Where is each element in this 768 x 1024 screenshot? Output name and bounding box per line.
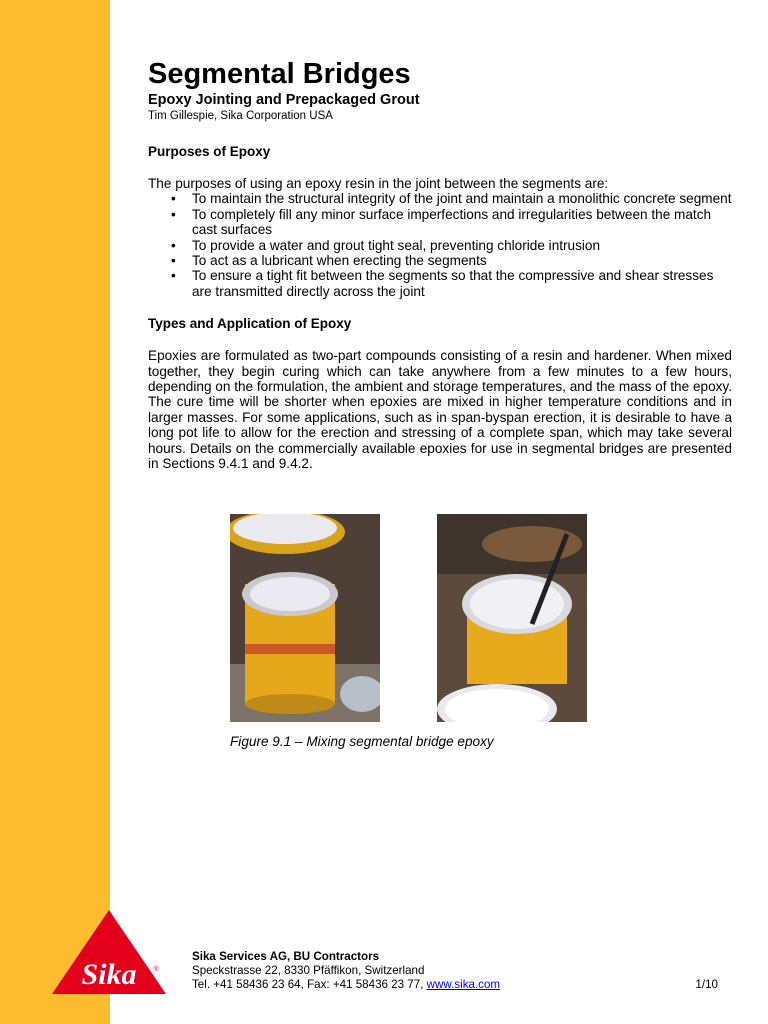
list-item: • To act as a lubricant when erecting the segments bbox=[171, 253, 487, 269]
sika-logo bbox=[52, 910, 166, 994]
figure-photos bbox=[230, 514, 590, 724]
footer-phone-fax: Tel. +41 58436 23 64, Fax: +41 58436 23 77, bbox=[192, 978, 427, 991]
purposes-list bbox=[148, 191, 732, 299]
list-item: • To provide a water and grout tight seal, preventing chloride intrusion bbox=[171, 237, 601, 253]
registered-mark: ® bbox=[153, 966, 159, 973]
document-body bbox=[148, 58, 732, 472]
footer-contact bbox=[192, 978, 718, 992]
purposes-intro: The purposes of using an epoxy resin in the joint between the segments are: bbox=[148, 176, 609, 191]
epoxy-bucket-photo-1 bbox=[230, 514, 380, 722]
list-item: • To completely fill any minor surface imperfections and irregularities between the match cast surfaces bbox=[171, 206, 712, 238]
epoxy-bucket-photo-2 bbox=[437, 514, 587, 722]
document-subtitle: Epoxy Jointing and Prepackaged Grout bbox=[148, 92, 420, 108]
document-author: Tim Gillespie, Sika Corporation USA bbox=[148, 110, 333, 122]
types-paragraph: Epoxies are formulated as two-part compounds consisting of a resin and hardener. When mixed together, they begin curing which can take anywhere from a few minutes to a few hours, depending on the formulation, the ambient and storage temperatures, and the mass of the epoxy. The cure time will be shorter when epoxies are mixed in higher temperature conditions and in larger masses. For some applications, such as in span-byspan erection, it is desirable to have a long pot life to allow for the erection and stressing of a complete span, which may take several hours. Details on the commercially available epoxies for use in segmental bridges are presented in Sections 9.4.1 and 9.4.2. bbox=[148, 348, 732, 472]
figure-caption: Figure 9.1 – Mixing segmental bridge epoxy bbox=[230, 734, 494, 749]
section-heading-types: Types and Application of Epoxy bbox=[148, 316, 352, 332]
footer-company: Sika Services AG, BU Contractors bbox=[192, 950, 380, 963]
page-number: 1/10 bbox=[695, 978, 718, 991]
list-item: • To maintain the structural integrity of the joint and maintain a monolithic concrete segment bbox=[171, 191, 732, 207]
list-item: • To ensure a tight fit between the segments so that the compressive and shear stresses are transmitted directly across the joint bbox=[171, 268, 714, 299]
footer-address: Speckstrasse 22, 8330 Pfäffikon, Switzerland bbox=[192, 964, 425, 977]
page-footer bbox=[192, 950, 718, 992]
document-title: Segmental Bridges bbox=[148, 58, 411, 90]
sidebar-band bbox=[0, 0, 110, 1024]
website-link[interactable]: www.sika.com bbox=[426, 978, 501, 991]
section-heading-purposes: Purposes of Epoxy bbox=[148, 144, 271, 159]
logo-text: Sika bbox=[81, 958, 137, 991]
